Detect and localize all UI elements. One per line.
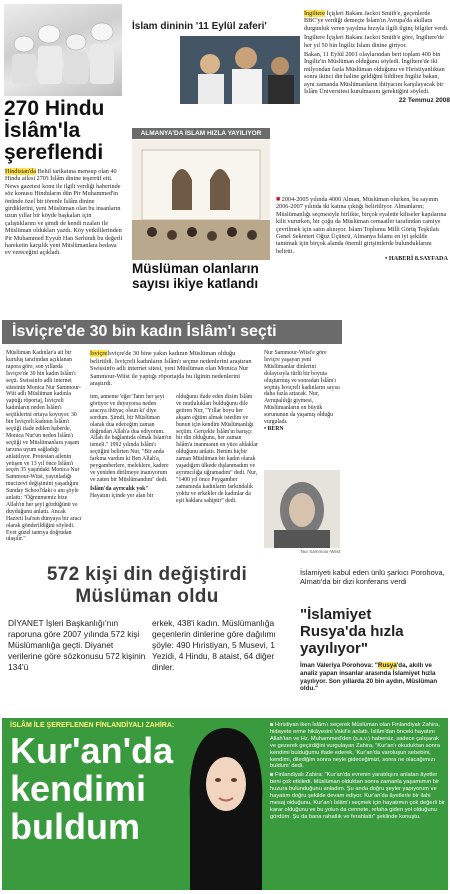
isvicre-col-2 (90, 350, 260, 390)
rusya-body-pre: İman Valeriya Porohova: " (300, 662, 378, 669)
finlandiya-headline (10, 732, 190, 846)
woman-portrait-illustration (264, 470, 340, 548)
finlandiya-p2: Finlandiyalı Zahira: "Kur'an'da evrenin yaratılışını anlatan âyetler beni çok etkiledi. Müslüman olduktan sonra zamanla yaşamımın bir huzura bulunduğunu anladım. Şu anda doğru şeyler yapıyorum ve hayatım doğru şekilde devam ediyor. Kur'an'da âyetlerle bir ilahi mesaj olduğunu, Kur'an'ı İslâm'ı seçmek için hayatımın çok değerli bir karar olduğunu ve bu yolun da cennete, refaha giden yol olduğunu gördüm. Şu da bana rahatlık ve ferahlattı" şeklinde konuştu. (270, 772, 445, 820)
clipping-rusya (296, 568, 450, 700)
finlandiya-banner: İSLÂM İLE ŞEREFLENEN FİNLANDİYALI ZAHİRA: (10, 722, 175, 729)
hindu-body (5, 168, 123, 257)
din-headline (2, 564, 292, 608)
din-headline-line-2: Müslüman oldu (75, 586, 219, 607)
woman-headscarf-photo (264, 470, 340, 548)
bullet-icon: ■ (270, 772, 276, 779)
eylul-p3: Bakan, 11 Eylül 2001 olaylarından beri toplam 400 bin İngiliz'in Müslüman olduğunu söyledi. İngiltere'de iki milyondan fazla Müslüman olduğunu ve Hıristiyanlıktan sonra ikinci din haline geldiğini bildiren İngiliz bakan, aynı zamanda Müslümanların ihtiyacını karşılayacak bir İslâm Üniversitesi kurulmasını gerektiğini söyledi. (304, 51, 445, 96)
isvicre-tag: İsviçre (90, 350, 108, 357)
bullet-icon: ■ (270, 722, 276, 728)
isvicre-col-3 (176, 394, 258, 505)
hindu-headline-line-2: İslâm'la (4, 119, 81, 142)
hindu-body-text: Behil tarikatına mensup olan 40 Hindu ailesi 270'i İslâm dinine teşerrüf etti. News gazetesi konu ile ilgili verdiği haberinde söz konusu Hinduların dün Pir Muhammed'in önünde özel bir törenle İslâm dinine girdiklerini, yeni Müslüman olan bu insanların uzun yıllar bir köyde başkaları için çalıştıklarını ve şimdi de kendi rızaları ile Müslüman oldukları yazdı. Köy yetkililerinden Pir Muhammed Eyyub Han Serhindi bu değerli hareketin karşılık yeni Müslümanlara bedava ev vereceğini açıkladı. (5, 168, 123, 257)
eylul-p2: İngiltere İçişleri Bakanı Jackoi Smith'e göre, İngiltere'de her yıl 50 bin İngiliz İslam dinine giriyor. (304, 34, 444, 49)
finlandiya-body (270, 722, 446, 823)
rusya-headline (300, 606, 450, 657)
almanya-body (276, 196, 448, 263)
almanya-headline-line-2: sayısı ikiye katlandı (132, 276, 259, 291)
almanya-source: HABERİ 8.SAYFADA (388, 255, 448, 263)
clipping-isvicre (2, 320, 342, 560)
eylul-photo (180, 36, 300, 104)
eylul-date: 22 Temmuz 2008 (398, 97, 450, 105)
hindu-headline-line-1: 270 Hindu (4, 97, 105, 120)
isvicre-source-marker: • (264, 425, 268, 432)
rusya-headline-line-1: "İslamiyet (300, 606, 372, 623)
rusya-body-post: 'da, akıllı ve analiz yapan insanlar arasında İslamiyet hızla yayılıyor. Son yıllarda 20 bin aydın, Müslüman oldu." (300, 662, 438, 693)
rusya-body (300, 662, 448, 693)
isvicre-col2-text: tım, anneme 'eğer Tanrı her şeyi görüyor ve duyuyorsa neden aracıya ihtiyaç olsun ki' diye sordum. Şimdi, bir Müslüman olarak dua edeceğim zaman doğrudan Allah'a dua ediyorum. Allah ile bağlantıda olmak İslam'ın temeli." 1992 yılında İslâm'ı seçtiğini belirten Nur, "Bir anda farkına vardım ki Ben Allah'a, peygamberlere, meleklere, kadere ve yeniden dirilmeye inanıyorum ve zaten bir Müslümandım" dedi. (90, 394, 172, 483)
isvicre-col-2b (90, 394, 172, 500)
isvicre-col2-tail: Hayatını içinde yer alan bir (90, 492, 154, 499)
finlandiya-p1: Hıristiyan iken İslâm'ı seçerek Müslüman olan Finlandiyalı Zahira, hidayete erme hikâyesini Vakit'e anlattı. İslâm'dan önceki hayatını Allah'tan ve Hz. Muhammed'den (s.a.v.) habersiz, sadece çalışarak ve gezerek geçirdiğini vurgulayan Zahira, "Kur'an'ı okuduktan sonra kendimi bulduğumu ifade ederek, 'Kur'an'da varoluşun sebebini, kendimi, dilediğim sonra neyle gideceğimizi, sonra ne olacağımızı buldum' dedi. (270, 722, 440, 770)
eylul-p1: İçişleri Bakanı Jackoi Smith'e, geçenlerde BBC'ye verdiği demeçte İslam'ın Avrupa'da akıllara durgunluk veren yayılma hızıyla ilgili ilginç bilgiler verdi. (304, 10, 449, 32)
hindu-highlight-tag: Hindistan'da (5, 168, 37, 175)
din-body-right: erkek, 438'i kadın. Müslümanlığa geçenlerin dinlerine göre dağılımı şöyle: 490 Hıristiyan, 5 Musevi, 1 Yezidi, 4 Hindu, 8 ataist, 64 diğer dinler. (152, 618, 276, 672)
almanya-body-text: 2004-2005 yılında 4000 Alman, Müslüman olurken, bu sayının 2006-2007 yılında iki katına çıktığı belirtiliyor. Almanların; Müslümanlığı seçmesiyle birlikte, birçok eyalette kiliseler kapılarına kilit vururken, bir çoğu da Müslüman cemaatler tarafından camiye çevrilmek için satın alınıyor. İslam Toplumu Milli Görüş Teşkilatı Genel Sekreteri Oğuz Üçüncü, Almanya İslamı en iyi şekilde tanıtmak için birçok alanda önemli girişimlerde bulunduklarını belirtti. (276, 196, 447, 255)
din-body-left: DİYANET İşleri Başkanlığı'nın raporuna göre 2007 yılında 572 kişi Müslümanlığa geçti. Diyanet verilerine göre sözkonusu 572 kişinin 134'ü (8, 618, 146, 672)
bullet-icon: ■ (276, 195, 281, 203)
worshippers-illustration (4, 4, 122, 96)
rusya-headline-line-2: Rusya'da hızla (300, 623, 404, 640)
almanya-source-marker: • (385, 255, 389, 263)
isvicre-col-4 (264, 350, 340, 433)
almanya-headline (132, 261, 272, 291)
finlandiya-headline-line-3: buldum (10, 806, 140, 847)
church-congregation-illustration (132, 140, 270, 260)
isvicre-col4-text: Nur Sammour-Wiist'e göre İsviçre yaşayan yeni Müslümanlar dinlerini dolayısıyla türlü bir boyuta oluşturmuş ve sonradan İslâm'ı seçmiş İsviçreli kadınların sayısı daha fazla artacak. Nur, Avrupalılığı giymesi, Müslümanların en büyük sorununun da yaşamış olduğu vurguladı. (264, 350, 340, 426)
isvicre-source: BERN (267, 425, 284, 432)
isvicre-headline: İsviçre'de 30 bin kadın İslâm'ı seçti (2, 320, 342, 344)
isvicre-subhead: İslâm'da ayrıcalık yok" (90, 485, 149, 492)
rusya-highlight: Rusya (377, 662, 397, 669)
clipping-finlandiya (2, 718, 448, 890)
rusya-intro: İslamiyeti kabul eden ünlü şarkıcı Porohova, Almatı'da bir dizi konferans verdi (300, 568, 445, 586)
rusya-headline-line-3: yayılıyor" (300, 640, 368, 657)
finlandiya-headline-line-1: Kur'an'da (10, 730, 174, 771)
church-interior-photo (132, 140, 270, 260)
finlandiya-headline-line-2: kendimi (10, 768, 147, 809)
prayer-crowd-photo (4, 4, 122, 96)
men-praying-illustration (180, 36, 300, 104)
eylul-headline: İslam dininin '11 Eylül zaferi' (132, 21, 267, 32)
woman-in-black-headscarf-illustration (186, 722, 266, 890)
eylul-body (304, 10, 450, 105)
isvicre-intro: İsviçre'de 30 bine yakın kadının Müslüman olduğu belirtildi. İsviçreli kadınların İslâm'ı seçme nedenlerini araştıran Swissinfo adlı internet sitesi, yeni Müslüman olan Monica Nur Sammour-Wiist ile yaptığı röportajda bu ilginin nedenlerini araştırdı. (90, 350, 252, 388)
zahira-portrait-photo (186, 722, 266, 890)
din-headline-line-1: 572 kişi din değiştirdi (46, 564, 248, 585)
hindu-headline (4, 98, 126, 164)
almanya-banner: ALMANYA'DA İSLAM HIZLA YAYILIYOR (132, 128, 270, 139)
isvicre-col1-text: Müslüman Kadınlar'a ait bir kuruluş tarafından açıklanan rapora göre, son yıllarda İsviçre'de 30 bin kadın İslâm'ı seçti. Swissinfo adlı internet sitesinin Monica Nur Sammour-Wiit adlı Müslüman kadınla yaptığı röportaj, İsviçreli kadınların neden İslâm'ı seçtiklerini ortaya koyuyor. 30 bin İsviçreli kadının İslâm'ı seçtiği ifade edilen haberde, Monica Nur'un neden İslâm'ı seçtiği ve Müslümanlara yaşam tarzına uyum sağladığı anlatılıyor. Protestan ailenin yetişen ve 13 yıl önce İslâm'ı seçen 35 yaşındaki Monica Nur Sammour-Wiist, yayınladığı mucizevi değişimini yaşadığını Sunday School'daki o anı şöyle anlattı: "Öğrenmemiz bize Allah'ın her şeyi gördüğünü ve duyduğunu anlattı. Ancak Hazreti İsa'nın dünyaya bir aracı olarak gönderildiğini söyledi. Evet güzel tanrıya doğrudan ulaşılır." (6, 350, 82, 543)
isvicre-photo-caption: Nur Sammour-Wiist (300, 549, 340, 554)
hindu-headline-line-3: şereflendi (4, 141, 104, 164)
isvicre-col3-text: olduğunu ifade eden dizim İslâm ve mutlulukları bulduğunu dile getiren Nur, "Yıllar boyu her akşam eğitim almak istedim ve bunun için kendim Müslümanlığı seçtim. Gerçekte İslâm'ın barışçı bir din olduğunu, her zaman İslâm'a inanmanın en yüce ahlaklar olduğunu anlattı. Benim hiçbir zaman Müslüman bir kadın olarak yaşadığım ülkede dışlanmadım ve ayrımcılığa uğramadım" dedi. Nur, "1400 yıl önce Peygamber zamanında kadınların farkındalık yoktu ve erkekler de kadınlar da eşit haklara sahiptir" dedi. (176, 394, 258, 504)
clipping-almanya (130, 128, 450, 320)
almanya-headline-line-1: Müslüman olanların (132, 261, 259, 276)
isvicre-col-1 (6, 350, 84, 543)
eylul-tag: İngiltere (304, 10, 325, 17)
clipping-270-hindu (2, 2, 127, 312)
clipping-572-kisi (2, 562, 292, 694)
